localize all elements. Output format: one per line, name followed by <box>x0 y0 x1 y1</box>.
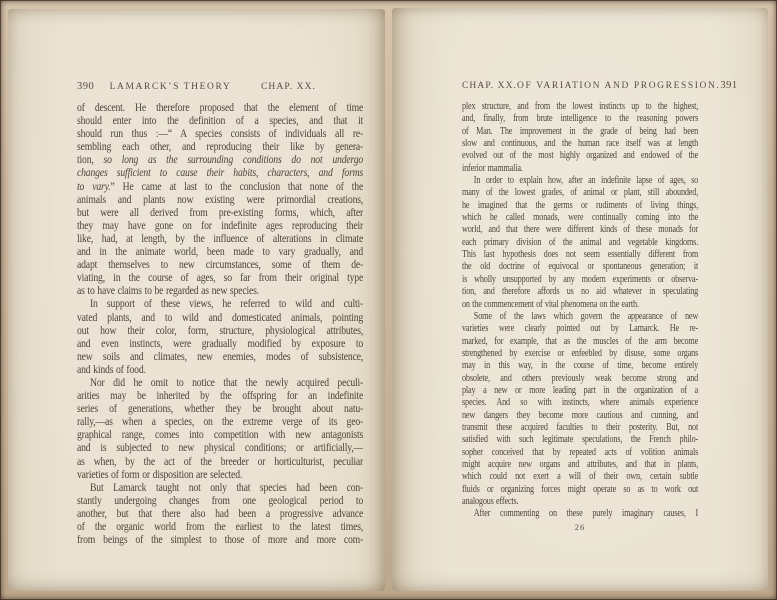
text-line: graphical range, comes into competition with new antagonists <box>77 429 364 442</box>
page-body-left <box>77 102 363 547</box>
page-number: 390 <box>77 81 95 92</box>
text-line: fluids or organizing forces might operate so as to work out <box>462 483 699 495</box>
text-line: from beings of the simplest to those of more and more com- <box>77 534 364 547</box>
page-body-right <box>462 101 698 521</box>
text-line: inferior mammalia. <box>462 162 523 174</box>
text-line: tion, and therefore affords us no aid whatever in speculating <box>462 286 699 298</box>
text-line: sembling each other, and reproducing their like by genera- <box>77 141 364 154</box>
text-line: varieties were clearly pointed out by Lamarck. He re- <box>462 323 699 335</box>
text-line: series of generations, whether they be brought about natu- <box>77 403 364 416</box>
chapter-label: CHAP. XX. <box>260 82 317 92</box>
text-line: might acquire new organs and attributes, and that in plants, <box>462 458 699 470</box>
text-line: Nor did he omit to notice that the newly acquired peculi- <box>90 376 364 389</box>
text-line: but were all derived from pre-existing forms, which, after <box>77 206 364 219</box>
text-line: marked, for example, that as the muscles of the arm become <box>462 335 699 347</box>
text-line: and is subjected to new physical conditions; or artificially,— <box>77 442 364 455</box>
text-line: on the commencement of vital phenomena on the earth. <box>462 298 639 310</box>
text-line: and, finally, from brute intelligence to the reasoning powers <box>462 113 699 125</box>
text-line: and kinds of food. <box>77 363 146 376</box>
text-line: transmit these acquired faculties to their posterity. But, not <box>462 421 699 433</box>
text-line: he imagined that the germs or rudiments of living things, <box>462 199 699 211</box>
book-page-left <box>8 9 385 591</box>
text-line: of Man. The improvement in the grade of being had been <box>462 125 699 137</box>
text-line: In support of these views, he referred to wild and culti- <box>90 298 364 311</box>
paragraph <box>462 311 698 509</box>
text-line: slow and continuous, and the human race itself was at length <box>462 138 699 150</box>
paragraph <box>77 482 363 547</box>
running-head-right <box>462 80 738 91</box>
paragraph <box>462 101 698 175</box>
text-line: of the organic world from the earliest to the latest times, <box>77 521 364 533</box>
text-line: vated plants, and to wild and domesticated animals, pointing <box>77 311 364 324</box>
text-line: is wholly unsupported by any modern experiments or observa- <box>462 273 699 285</box>
text-line: animals and plants now existing were primordial creations, <box>77 193 364 206</box>
text-line: After commenting on these purely imaginary causes, I <box>473 508 699 520</box>
text-line: each primary division of the animal and vegetable kingdoms. <box>462 236 699 248</box>
paragraph <box>77 377 363 482</box>
text-line: stantly undergoing changes from one geological period to <box>77 494 364 507</box>
paragraph <box>462 175 698 311</box>
text-line: adapt themselves to new circumstances, some of them de- <box>77 259 364 272</box>
text-line: Some of the laws which govern the appearance of new <box>473 310 699 322</box>
text-line: arities may be inherited by the offspring for an indefinite <box>77 390 364 403</box>
text-line: should run thus :—“ A species consists of individuals all re- <box>77 128 364 141</box>
text-line: like, had, at length, by the influence of alterations in climate <box>77 232 364 245</box>
text-line: changes sufficient to cause their habits, characters, and forms <box>77 167 364 180</box>
text-line: varieties of form or disposition are selected. <box>77 468 243 481</box>
text-line: satisfied with such legitimate speculations, the French philo- <box>462 434 699 446</box>
chapter-label: CHAP. XX. <box>462 81 518 91</box>
signature-mark: 26 <box>574 522 586 532</box>
text-line: of descent. He therefore proposed that the element of time <box>77 102 364 114</box>
text-line: and even instincts, were gradually modified by exposure to <box>77 337 364 350</box>
text-line: In order to explain how, after an indefinite lapse of ages, so <box>473 175 699 187</box>
text-line: world, and that there were different kinds of these monads for <box>462 224 699 236</box>
text-line: may in this way, in the course of time, become entirely <box>462 360 699 372</box>
paragraph <box>77 298 363 377</box>
text-line: species. And so with instincts, where animals experience <box>462 397 699 409</box>
text-line: which he called monads, were continually coming into the <box>462 212 699 224</box>
text-line: should enter into the definition of a species, and that it <box>77 115 364 128</box>
text-line: play a new or more leading part in the organization of a <box>462 384 699 396</box>
text-line: But Lamarck taught not only that species had been con- <box>90 481 364 494</box>
text-line: new soils and climates, new enemies, modes of subsistence, <box>77 350 364 363</box>
text-line: out how their color, form, structure, physiological attributes, <box>77 324 364 337</box>
running-title: LAMARCK’S THEORY <box>109 82 232 92</box>
text-line: plex structure, and from the lowest instincts up to the highest, <box>462 101 699 112</box>
text-line: sopher conceived that by repeated acts of volition animals <box>462 446 699 458</box>
paragraph <box>462 508 698 520</box>
text-line: viating, in the course of ages, so far from their original type <box>77 272 364 285</box>
text-line: strengthened by exercise or enfeebled by disuse, some organs <box>462 347 699 359</box>
text-line: to vary.” He came at last to the conclusion that none of the <box>77 180 364 193</box>
text-line: they may have gone on for indefinite ages reproducing their <box>77 219 364 232</box>
text-line: which could not exert a will of their own, certain subtle <box>462 471 699 483</box>
text-line: analogous effects. <box>462 496 519 507</box>
text-line: rally,—as when a species, on the extreme verge of its geo- <box>77 416 364 429</box>
book-page-right <box>392 8 768 591</box>
running-title: OF VARIATION AND PROGRESSION. <box>517 81 721 91</box>
text-line: tion, so long as the surrounding conditions do not undergo <box>77 154 364 167</box>
text-line: new dangers they become more cautious and cunning, and <box>462 409 699 421</box>
text-line: obsolete, and others previously weak become strong and <box>462 372 699 384</box>
text-line: another, but that there also had been a progressive advance <box>77 507 364 520</box>
text-line: and in the animate world, been made to vary gradually, and <box>77 246 364 259</box>
paragraph <box>77 102 363 298</box>
text-line: the old doctrine of equivocal or spontaneous generation; it <box>462 261 699 273</box>
page-number: 391 <box>720 80 738 91</box>
text-line: evolved out of the most highly organized and endowed of the <box>462 150 699 162</box>
text-line: as to have claims to be regarded as new species. <box>77 285 259 298</box>
text-line: as when, by the act of the breeder or horticulturist, peculiar <box>77 455 364 468</box>
running-head-left <box>77 81 364 92</box>
text-line: This last hypothesis does not seem essentially different from <box>462 249 699 261</box>
text-line: many of the lowest grades, of animal or plant, still abounded, <box>462 187 699 199</box>
